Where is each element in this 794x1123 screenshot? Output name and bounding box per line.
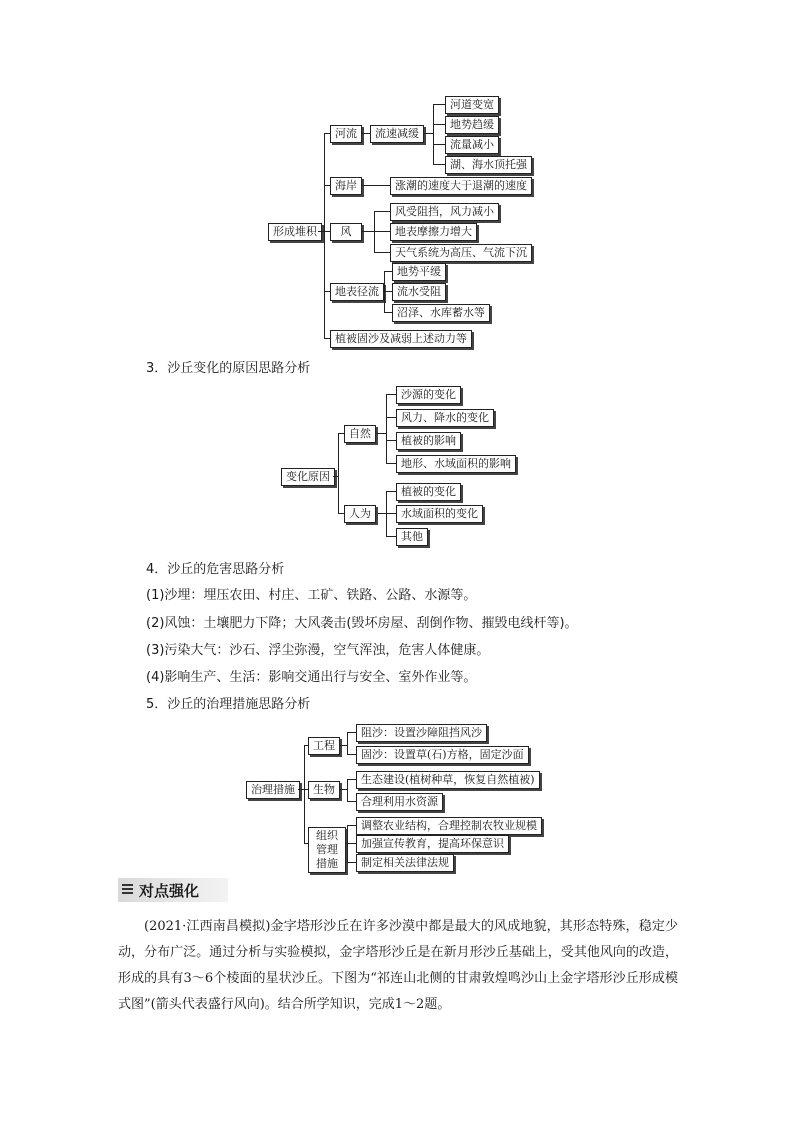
d2-human-item: 水域面积的变化 <box>396 505 483 523</box>
d1-runoff-item: 流水受阻 <box>392 283 446 301</box>
practice-paragraph: (2021·江西南昌模拟)金字塔形沙丘在许多沙漠中都是最大的风成地貌，其形态特殊，稳定少动，分布广泛。通过分析与实验模拟，金字塔形沙丘是在新月形沙丘基础上，受其他风向的改造，形成的具有3～6个棱面的星状沙丘。下图为“祁连山北侧的甘肃敦煌鸣沙山上金字塔形沙丘形成模式图”(箭头代表盛行风向)。结合所学知识，完成1～2题。 <box>118 919 678 1012</box>
d1-river-item: 流量减小 <box>445 136 499 154</box>
practice-section-title: 对点强化 <box>139 882 200 900</box>
d1-wind-item: 风受阻挡，风力减小 <box>390 203 499 221</box>
d2-root: 变化原因 <box>281 468 335 486</box>
d1-coast-item: 涨潮的速度大于退潮的速度 <box>390 177 532 195</box>
d1-wind-item: 地表摩擦力增大 <box>390 223 477 241</box>
d3-management-item: 调整农业结构，合理控制农牧业规模 <box>356 817 542 835</box>
d1-river-item: 地势趋缓 <box>445 116 499 134</box>
d1-river-item: 湖、海水顶托强 <box>445 156 532 174</box>
d1-branch-coast: 海岸 <box>330 177 362 195</box>
d3-branch-engineering: 工程 <box>308 737 340 755</box>
d1-runoff-item: 沼泽、水库蓄水等 <box>392 304 490 322</box>
d2-branch-human: 人为 <box>344 505 376 523</box>
d1-root: 形成堆积 <box>268 223 322 241</box>
d2-natural-item: 沙源的变化 <box>396 386 461 404</box>
hazard-item: (3)污染大气：沙石、浮尘弥漫，空气浑浊，危害人体健康。 <box>146 643 490 658</box>
d2-branch-natural: 自然 <box>344 425 376 443</box>
d3-management-item: 制定相关法律法规 <box>356 854 454 872</box>
d1-branch-vegetation: 植被固沙及减弱上述动力等 <box>330 330 472 348</box>
d3-root: 治理措施 <box>246 781 300 799</box>
d3-biological-item: 生态建设(植树种草，恢复自然植被) <box>356 771 540 789</box>
d2-human-item: 其他 <box>396 528 428 546</box>
d3-biological-item: 合理利用水资源 <box>356 793 443 811</box>
hazard-item: (2)风蚀：土壤肥力下降；大风袭击(毁坏房屋、刮倒作物、摧毁电线杆等)。 <box>146 616 578 631</box>
d2-natural-item: 风力、降水的变化 <box>396 409 494 427</box>
d3-engineering-item: 固沙：设置草(石)方格，固定沙面 <box>356 746 529 764</box>
practice-section-header <box>118 878 228 902</box>
d3-management-item: 加强宣传教育，提高环保意识 <box>356 835 509 853</box>
d3-branch-management: 组织管理措施 <box>308 827 346 873</box>
d3-engineering-item: 阻沙：设置沙障阻挡风沙 <box>356 724 487 742</box>
d2-natural-item: 植被的影响 <box>396 432 461 450</box>
d1-wind-item: 天气系统为高压、气流下沉 <box>390 244 532 262</box>
section-4-title: 4．沙丘的危害思路分析 <box>146 562 285 577</box>
d3-branch-biological: 生物 <box>308 781 340 799</box>
hazard-item: (4)影响生产、生活：影响交通出行与安全、室外作业等。 <box>146 670 477 685</box>
d1-river-item: 河道变宽 <box>445 96 499 114</box>
section-5-title: 5．沙丘的治理措施思路分析 <box>146 697 311 712</box>
d1-branch-wind: 风 <box>330 223 362 241</box>
d1-river-flow-slowing: 流速减缓 <box>370 125 424 143</box>
list-icon <box>122 884 133 895</box>
d2-natural-item: 地形、水域面积的影响 <box>396 455 516 473</box>
d1-runoff-item: 地势平缓 <box>392 263 446 281</box>
d1-branch-river: 河流 <box>330 125 362 143</box>
section-3-title: 3．沙丘变化的原因思路分析 <box>146 361 311 376</box>
hazard-item: (1)沙埋：埋压农田、村庄、工矿、铁路、公路、水源等。 <box>146 588 477 603</box>
d1-branch-runoff: 地表径流 <box>330 283 384 301</box>
d2-human-item: 植被的变化 <box>396 483 461 501</box>
